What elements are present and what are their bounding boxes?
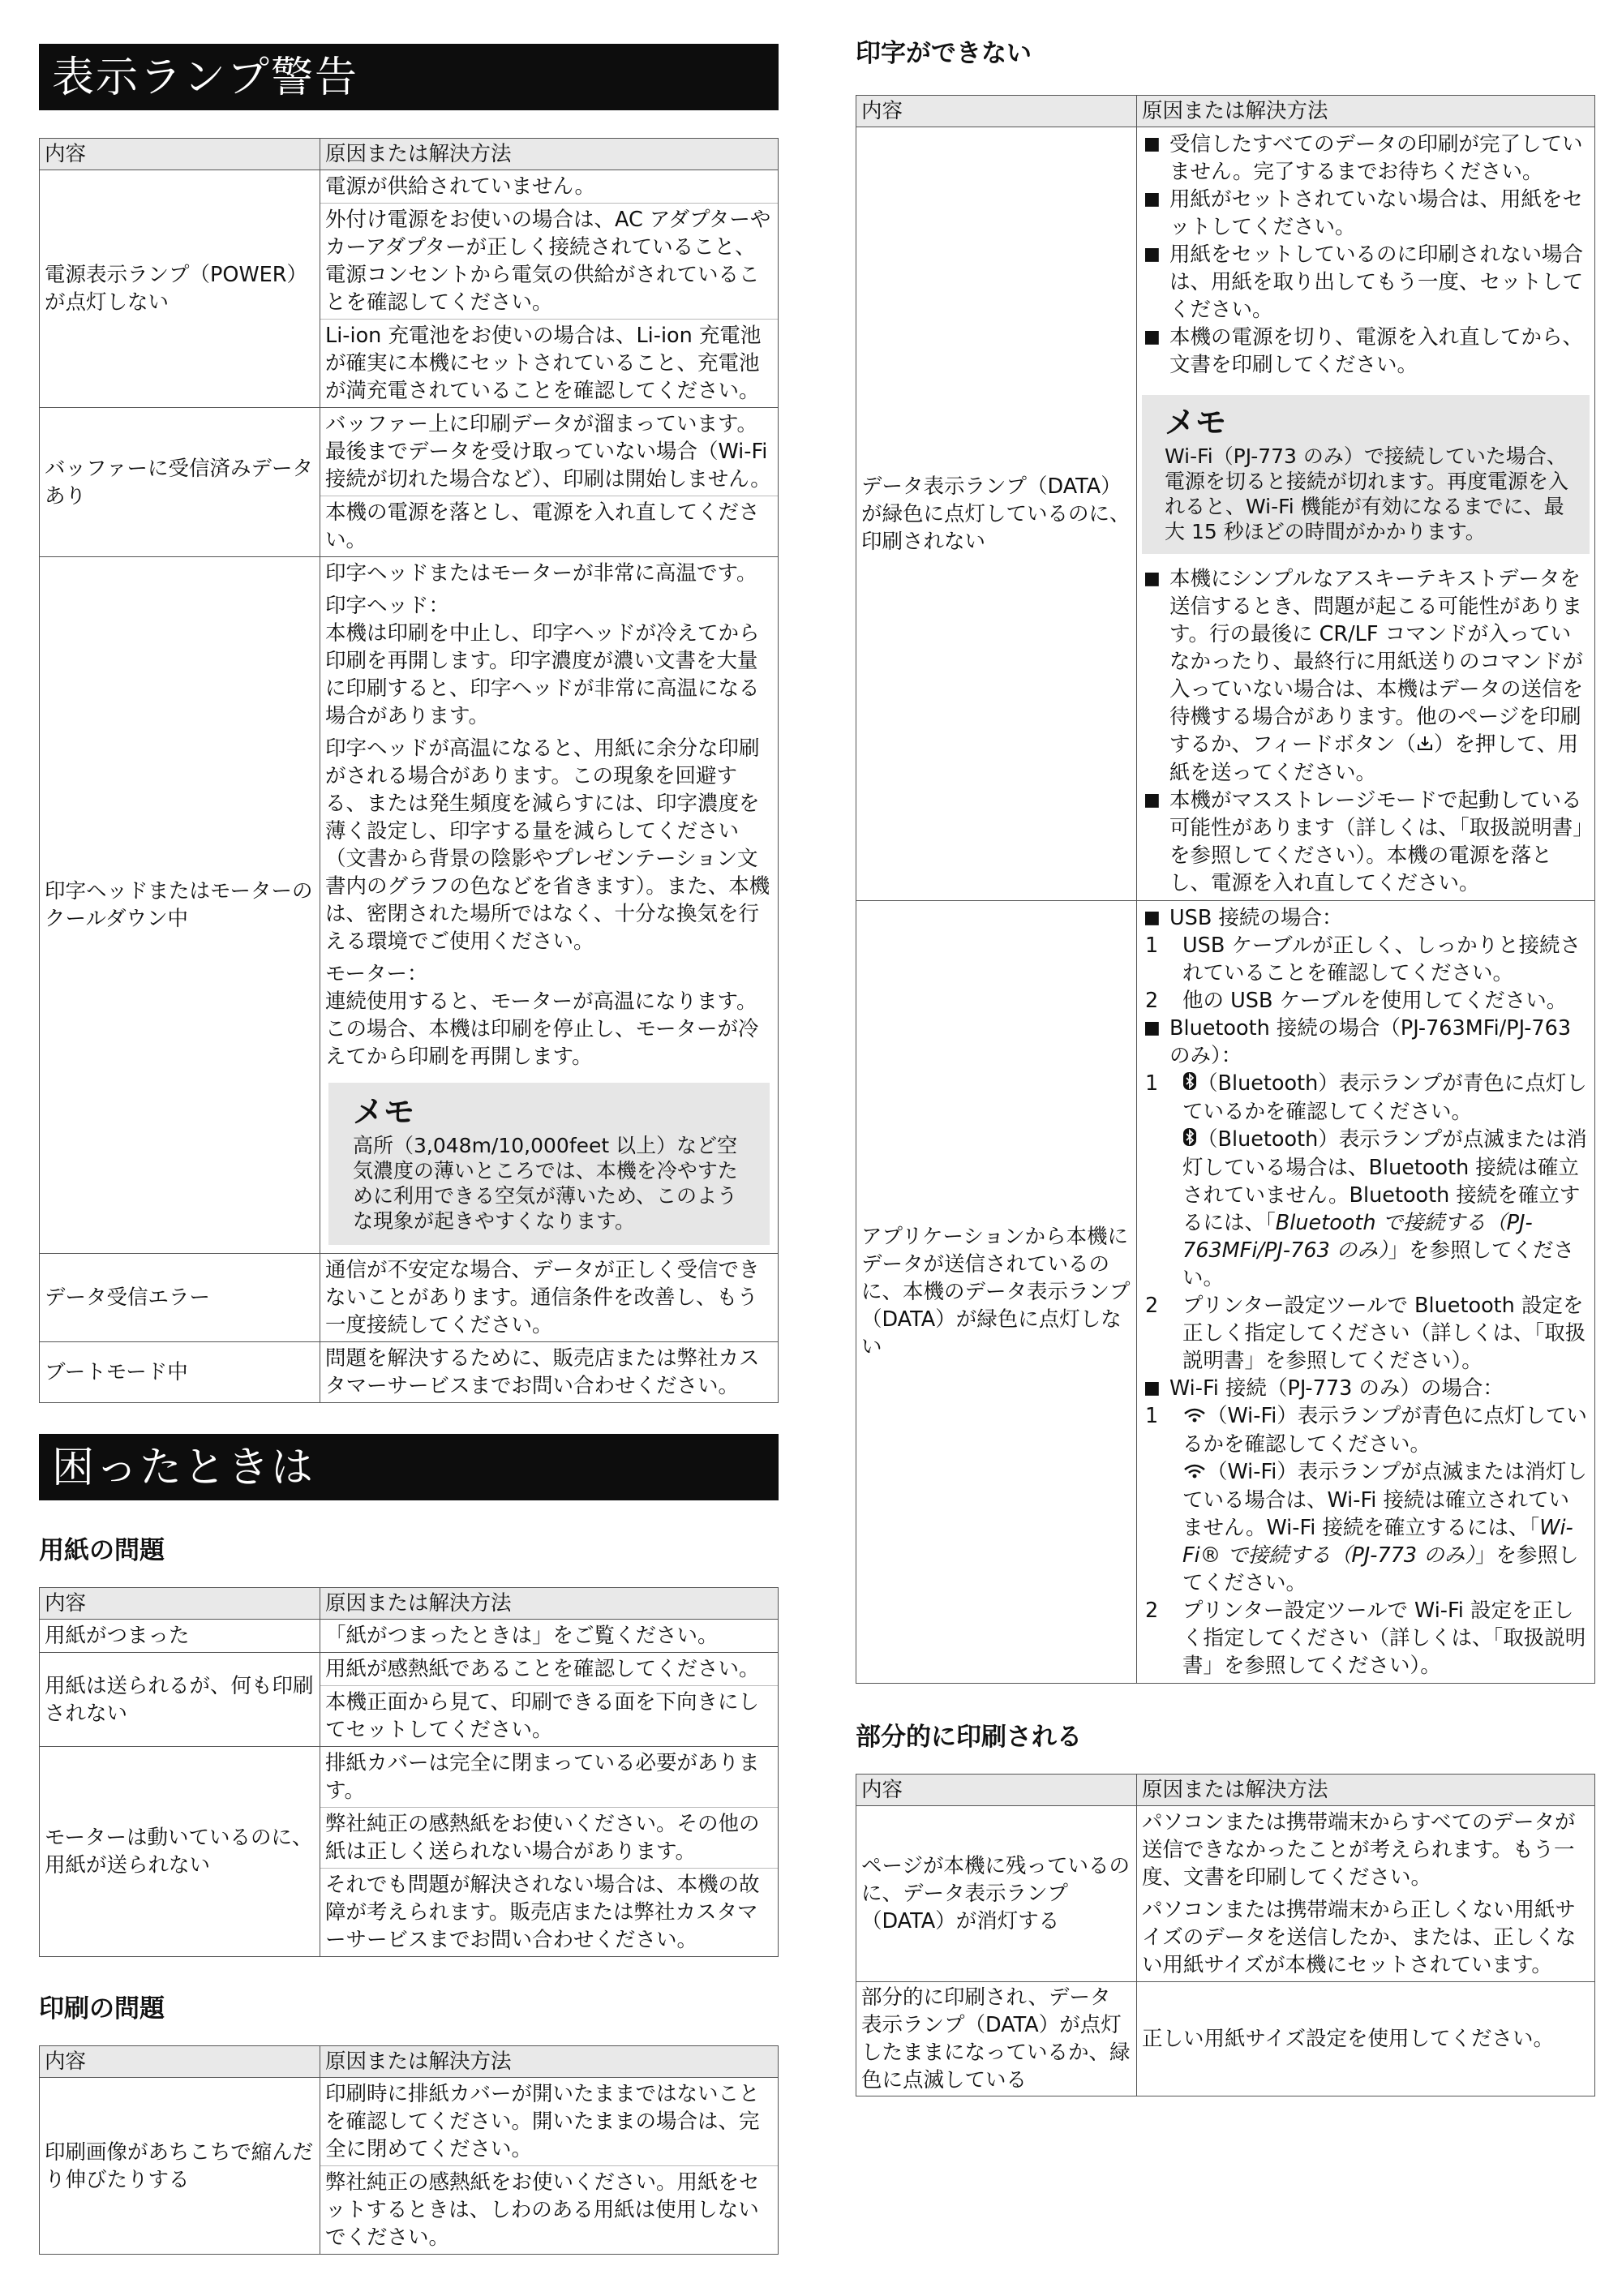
solution-text: 排紙カバーは完全に閉まっている必要があります。 [325,1751,760,1803]
paper-table [39,1587,779,1957]
step-text: （Bluetooth）表示ランプが点滅または消灯している場合は、Bluetooth 接続は確立されていません。Bluetooth 接続を確立するには、「 [1182,1127,1587,1235]
row-item: 印字ヘッドまたはモーターのクールダウン中 [40,557,320,1254]
row-solution [1137,1806,1595,1982]
table-row [40,1747,779,1957]
step-text: 」を参照してください。 [1182,1543,1579,1595]
row-item: データ表示ランプ（DATA）が緑色に点灯しているのに、印刷されない [856,127,1137,901]
step-text: （Wi-Fi）表示ランプが青色に点灯しているかを確認してください。 [1182,1404,1587,1457]
list-item-text: 本機にシンプルなアスキーテキストデータを送信するとき、問題が起こる可能性があります。行の最後に CR/LF コマンドが入っていなかったり、最終行に用紙送りのコマンドが入っていない場合は、本機はデータの送信を待機する場合があります。他のページを印刷するか、フィードボタン（ [1169,567,1584,757]
list-item [1142,1070,1590,1292]
row-solution [320,1342,779,1403]
list-item: ■ USB 接続の場合： [1142,904,1590,932]
table-row [40,1620,779,1653]
list-item: ■ 用紙がセットされていない場合は、用紙をセットしてください。 [1142,186,1590,241]
row-solution [320,1747,779,1957]
header-solution: 原因または解決方法 [1137,1775,1595,1806]
list-item: ■ Wi-Fi 接続（PJ-773 のみ）の場合： [1142,1375,1590,1402]
table-header-row [856,96,1595,127]
header-content: 内容 [40,1588,320,1620]
row-solution [320,1653,779,1747]
table-header-row [40,1588,779,1620]
step-number: 2 [1145,1294,1159,1318]
numbered-list [1142,1402,1590,1680]
list-item: ■ 受信したすべてのデータの印刷が完了していません。完了するまでお待ちください。 [1142,131,1590,186]
bluetooth-icon [1182,1071,1197,1098]
list-item [1142,987,1590,1015]
left-column [39,0,779,2255]
solution-text: 問題を解決するために、販売店または弊社カスタマーサービスまでお問い合わせください。 [325,1346,760,1398]
heading-paper-problems: 用紙の問題 [39,1536,165,1565]
partial-table [856,1774,1595,2096]
header-solution: 原因または解決方法 [320,1588,779,1620]
list-item [1142,932,1590,987]
solution-text: 弊社純正の感熱紙をお使いください。その他の紙は正しく送られない場合があります。 [320,1807,778,1868]
row-item: バッファーに受信済みデータあり [40,408,320,557]
section-banner-trouble: 困ったときは [39,1434,779,1500]
row-solution [320,408,779,557]
list-item: ■ 本機の電源を切り、電源を入れ直してから、文書を印刷してください。 [1142,324,1590,379]
solution-text: 本機の電源を落とし、電源を入れ直してください。 [320,496,778,556]
cannot-print-table [856,95,1595,1684]
row-item: 電源表示ランプ（POWER）が点灯しない [40,170,320,408]
heading-cannot-print: 印字ができない [856,39,1032,68]
bullet-list [1142,1375,1590,1402]
print-table [39,2045,779,2255]
row-solution [320,1620,779,1653]
memo-box [1142,395,1590,554]
heading-partial-print: 部分的に印刷される [856,1723,1082,1752]
header-solution: 原因または解決方法 [1137,96,1595,127]
solution-text: 本機正面から見て、印刷できる面を下向きにしてセットしてください。 [320,1685,778,1746]
step-number: 1 [1145,1404,1159,1428]
list-item: ■ 本機がマスストレージモードで起動している可能性があります（詳しくは、「取扱説明書」を参照してください）。本機の電源を落とし、電源を入れ直してください。 [1142,787,1590,897]
memo-title: メモ [1165,405,1227,440]
table-row [40,170,779,408]
list-item [1142,1292,1590,1375]
wifi-icon [1182,1403,1207,1431]
right-column [856,0,1595,2096]
solution-text: パソコンまたは携帯端末からすべてのデータが送信できなかったことが考えられます。もう一度、文書を印刷してください。 [1142,1810,1576,1890]
row-solution [320,1254,779,1342]
link-wifi-connect[interactable]: Wi-Fi® で接続する（PJ-773 のみ） [1182,1516,1573,1568]
list-item [1142,565,1590,787]
row-item: 印刷画像があちこちで縮んだり伸びたりする [40,2078,320,2255]
memo-text: Wi-Fi（PJ-773 のみ）で接続していた場合、電源を切ると接続が切れます。再度電源を入れると、Wi-Fi 機能が有効になるまでに、最大 15 秒ほどの時間がかかります。 [1165,444,1569,543]
row-item: アプリケーションから本機にデータが送信されているのに、本機のデータ表示ランプ（DATA）が緑色に点灯しない [856,901,1137,1684]
table-row [856,1982,1595,2096]
memo-title: メモ [353,1094,415,1130]
bluetooth-icon [1182,1127,1197,1154]
row-item: ブートモード中 [40,1342,320,1403]
row-solution [320,2078,779,2255]
list-item [1142,1402,1590,1597]
solution-text: モーター： 連続使用すると、モーターが高温になります。この場合、本機は印刷を停止し、モーターが冷えてから印刷を再開します。 [325,962,759,1069]
header-content: 内容 [40,2046,320,2078]
memo-box [328,1083,770,1245]
solution-text: 外付け電源をお使いの場合は、AC アダプターやカーアダプターが正しく接続されていること、電源コンセントから電気の供給がされていることを確認してください。 [320,203,778,319]
step-number: 1 [1145,933,1159,958]
list-item [1142,1597,1590,1680]
lamp-table [39,138,779,1403]
row-item: データ受信エラー [40,1254,320,1342]
table-row [40,2078,779,2255]
heading-print-problems: 印刷の問題 [39,1994,165,2023]
table-row [856,901,1595,1684]
numbered-list [1142,1070,1590,1375]
table-row [856,127,1595,901]
solution-text: 用紙が感熱紙であることを確認してください。 [325,1657,760,1681]
bullet-list [1137,565,1594,900]
table-row [40,1653,779,1747]
step-number: 1 [1145,1071,1159,1096]
solution-text: 印字ヘッドが高温になると、用紙に余分な印刷がされる場合があります。この現象を回避する、または発生頻度を減らすには、印字濃度を薄く設定し、印字する量を減らしてください（文書から背景の陰影やプレゼンテーション文書内のグラフの色などを省きます）。また、本機は、密閉された場所ではなく、十分な換気を行える環境でご使用ください。 [325,736,770,954]
table-header-row [40,2046,779,2078]
table-row [40,1342,779,1403]
solution-text: 弊社純正の感熱紙をお使いください。用紙をセットするときは、しわのある用紙は使用しないでください。 [320,2165,778,2254]
row-item: 用紙は送られるが、何も印刷されない [40,1653,320,1747]
solution-text: Li-ion 充電池をお使いの場合は、Li-ion 充電池が確実に本機にセットされていること、充電池が満充電されていることを確認してください。 [320,319,778,407]
header-content: 内容 [40,139,320,170]
solution-text: 通信が不安定な場合、データが正しく受信できないことがあります。通信条件を改善し、もう一度接続してください。 [325,1258,760,1337]
solution-text: それでも問題が解決されない場合は、本機の故障が考えられます。販売店または弊社カスタマーサービスまでお問い合わせください。 [320,1868,778,1956]
row-solution [1137,901,1595,1684]
step-text: （Bluetooth）表示ランプが青色に点灯しているかを確認してください。 [1182,1071,1587,1124]
row-item: 部分的に印刷され、データ表示ランプ（DATA）が点灯したままになっているか、緑色に点滅している [856,1982,1137,2096]
step-text: （Wi-Fi）表示ランプが点滅または消灯している場合は、Wi-Fi 接続は確立されていません。Wi-Fi 接続を確立するには、「 [1182,1460,1587,1540]
link-bluetooth-connect[interactable]: Bluetooth で接続する（PJ-763MFi/PJ-763 のみ） [1182,1211,1533,1263]
header-content: 内容 [856,1775,1137,1806]
step-text: 」を参照してください。 [1182,1238,1575,1290]
step-number: 2 [1145,1599,1159,1623]
solution-text: 正しい用紙サイズ設定を使用してください。 [1142,2027,1554,2051]
step-text: プリンター設定ツールで Wi-Fi 設定を正しく指定してください（詳しくは、「取扱説明書」を参照してください）。 [1182,1599,1586,1678]
solution-text: 印字ヘッドまたはモーターが非常に高温です。 [325,561,757,586]
table-header-row [856,1775,1595,1806]
header-solution: 原因または解決方法 [320,2046,779,2078]
row-solution [320,170,779,408]
list-item: ■ Bluetooth 接続の場合（PJ-763MFi/PJ-763 のみ）： [1142,1015,1590,1070]
memo-text: 高所（3,048m/10,000feet 以上）など空気濃度の薄いところでは、本機を冷やすために利用できる空気が薄いため、このような現象が起きやすくなります。 [353,1134,738,1233]
table-row [40,1254,779,1342]
table-row [856,1806,1595,1982]
solution-text: 印字ヘッド： 本機は印刷を中止し、印字ヘッドが冷えてから印刷を再開します。印字濃度が濃い文書を大量に印刷すると、印字ヘッドが非常に高温になる場合があります。 [325,594,760,728]
solution-text: パソコンまたは携帯端末から正しくない用紙サイズのデータを送信したか、または、正しくない用紙サイズが本機にセットされています。 [1142,1898,1577,1977]
row-item: モーターは動いているのに、用紙が送られない [40,1747,320,1957]
step-text: 他の USB ケーブルを使用してください。 [1182,989,1568,1013]
header-solution: 原因または解決方法 [320,139,779,170]
row-solution [1137,1982,1595,2096]
bullet-list [1142,1015,1590,1070]
list-item: ■ 用紙をセットしているのに印刷されない場合は、用紙を取り出してもう一度、セットしてください。 [1142,241,1590,324]
solution-text: 電源が供給されていません。 [325,174,596,199]
row-item: ページが本機に残っているのに、データ表示ランプ（DATA）が消灯する [856,1806,1137,1982]
solution-text: バッファー上に印刷データが溜まっています。最後までデータを受け取っていない場合（Wi-Fi 接続が切れた場合など）、印刷は開始しません。 [325,412,771,491]
step-text: USB ケーブルが正しく、しっかりと接続されていることを確認してください。 [1182,933,1581,985]
list-item-text: ）を押して、用紙を送ってください。 [1169,732,1578,785]
row-solution [1137,127,1595,901]
header-content: 内容 [856,96,1137,127]
row-item: 用紙がつまった [40,1620,320,1653]
table-row [40,557,779,1254]
section-banner-lamp: 表示ランプ警告 [39,44,779,110]
step-text: プリンター設定ツールで Bluetooth 設定を正しく指定してください（詳しくは、「取扱説明書」を参照してください）。 [1182,1294,1586,1373]
solution-text: 「紙がつまったときは」をご覧ください。 [325,1624,719,1648]
bullet-list [1142,904,1590,932]
table-header-row [40,139,779,170]
table-row [40,408,779,557]
wifi-icon [1182,1459,1207,1487]
row-solution [320,557,779,1254]
solution-text: 印刷時に排紙カバーが開いたままではないことを確認してください。開いたままの場合は、完全に閉めてください。 [325,2082,760,2161]
step-number: 2 [1145,989,1159,1013]
numbered-list [1142,932,1590,1015]
feed-button-icon [1416,732,1434,759]
bullet-list [1137,127,1594,382]
